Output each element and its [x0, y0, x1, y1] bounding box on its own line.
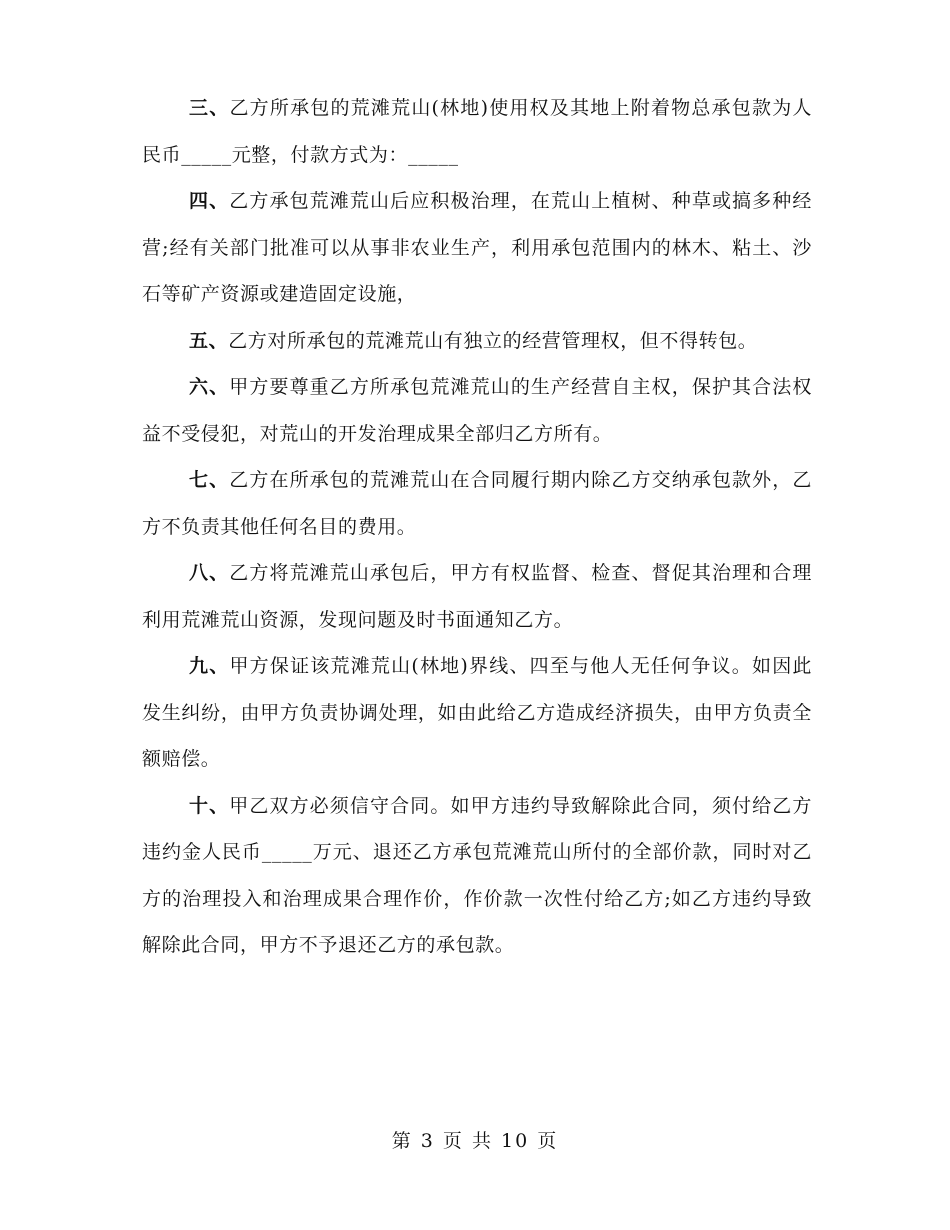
clause-9	[142, 643, 812, 783]
clause-number: 十、	[189, 794, 230, 817]
clause-6	[142, 364, 812, 457]
clause-text: 乙方在所承包的荒滩荒山在合同履行期内除乙方交纳承包款外，乙方不负责其他任何名目的费用。	[142, 469, 813, 538]
page-number-label: 第 3 页 共 10 页	[391, 1130, 559, 1152]
clause-number: 三、	[189, 97, 230, 119]
clause-7	[142, 457, 812, 550]
clause-text: 乙方所承包的荒滩荒山(林地)使用权及其地上附着物总承包款为人民币_____元整，付款方式为：_____	[142, 97, 813, 166]
clause-text: 乙方承包荒滩荒山后应积极治理，在荒山上植树、种草或搞多种经营;经有关部门批准可以从事非农业生产，利用承包范围内的林木、粘土、沙石等矿产资源或建造固定设施，	[142, 190, 813, 305]
clause-5	[142, 318, 812, 365]
clause-number: 七、	[189, 469, 230, 491]
clause-8	[142, 550, 812, 643]
clause-text: 甲方保证该荒滩荒山(林地)界线、四至与他人无任何争议。如因此发生纠纷，由甲方负责协调处理，如由此给乙方造成经济损失，由甲方负责全额赔偿。	[142, 655, 813, 770]
clause-list	[142, 85, 812, 969]
clause-number: 八、	[189, 562, 230, 584]
clause-number: 六、	[189, 376, 230, 398]
clause-3	[142, 85, 812, 178]
clause-text: 乙方将荒滩荒山承包后，甲方有权监督、检查、督促其治理和合理利用荒滩荒山资源，发现问题及时书面通知乙方。	[142, 562, 813, 631]
clause-10	[142, 783, 812, 969]
clause-number: 四、	[189, 190, 230, 212]
clause-text: 甲方要尊重乙方所承包荒滩荒山的生产经营自主权，保护其合法权益不受侵犯，对荒山的开发治理成果全部归乙方所有。	[142, 376, 813, 445]
page-footer	[0, 1126, 950, 1153]
clause-text: 乙方对所承包的荒滩荒山有独立的经营管理权，但不得转包。	[228, 329, 758, 352]
clause-number: 五、	[189, 329, 229, 352]
clause-4	[142, 178, 812, 318]
clause-text: 甲乙双方必须信守合同。如甲方违约导致解除此合同，须付给乙方违约金人民币_____万元、退还乙方承包荒滩荒山所付的全部价款，同时对乙方的治理投入和治理成果合理作价，作价款一次性付给乙方;如乙方违约导致解除此合同，甲方不予退还乙方的承包款。	[142, 794, 813, 956]
clause-number: 九、	[189, 655, 230, 677]
